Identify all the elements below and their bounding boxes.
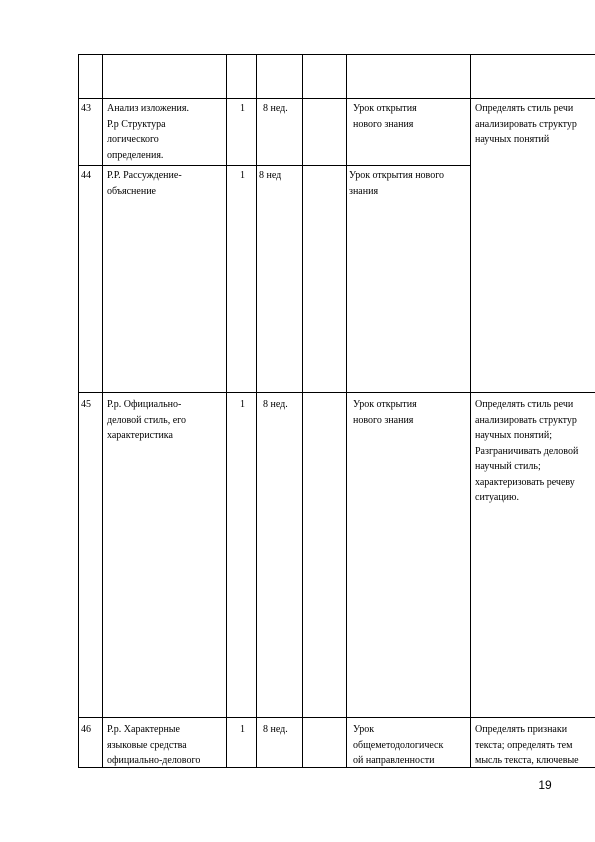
activities-text: Определять стиль речи анализировать структур научных понятий; Разграничивать деловой научный стиль; характеризовать речеву ситуацию.	[475, 399, 579, 503]
page-number: 19	[538, 778, 552, 792]
hours-count: 1	[240, 170, 245, 181]
row-divider	[78, 98, 595, 99]
lesson-topic: Р.Р. Рассуждение- объяснение	[107, 170, 182, 197]
lesson-type: Урок открытия нового знания	[349, 170, 445, 197]
week-label: 8 нед.	[263, 399, 288, 410]
column-divider	[102, 54, 103, 768]
row-divider	[78, 392, 595, 393]
lesson-topic: Анализ изложения. Р.р Структура логического определения.	[107, 103, 189, 161]
row-divider	[78, 717, 595, 718]
column-divider	[78, 54, 79, 768]
lesson-type: Урок открытия нового знания	[353, 399, 417, 426]
row-number: 45	[81, 399, 91, 410]
hours-count: 1	[240, 724, 245, 735]
week-label: 8 нед.	[263, 724, 288, 735]
row-number: 43	[81, 103, 91, 114]
column-divider	[302, 54, 303, 768]
lesson-topic: Р.р. Характерные языковые средства официально-делового	[107, 724, 201, 766]
column-divider	[346, 54, 347, 768]
week-label: 8 нед.	[263, 103, 288, 114]
lesson-type: Урок открытия нового знания	[353, 103, 417, 130]
row-number: 44	[81, 170, 91, 181]
table-top-border	[78, 54, 595, 55]
column-divider	[256, 54, 257, 768]
activities-text: Определять стиль речи анализировать структур научных понятий	[475, 103, 577, 145]
lesson-type: Урок общеметодологическ ой направленности	[353, 724, 444, 766]
hours-count: 1	[240, 103, 245, 114]
lesson-topic: Р.р. Официально- деловой стиль, его характеристика	[107, 399, 187, 441]
hours-count: 1	[240, 399, 245, 410]
week-label: 8 нед	[259, 170, 282, 181]
row-number: 46	[81, 724, 91, 735]
row-divider	[78, 165, 470, 166]
activities-text: Определять признаки текста; определять тем мысль текста, ключевые	[475, 724, 579, 766]
column-divider	[226, 54, 227, 768]
column-divider	[470, 54, 471, 768]
